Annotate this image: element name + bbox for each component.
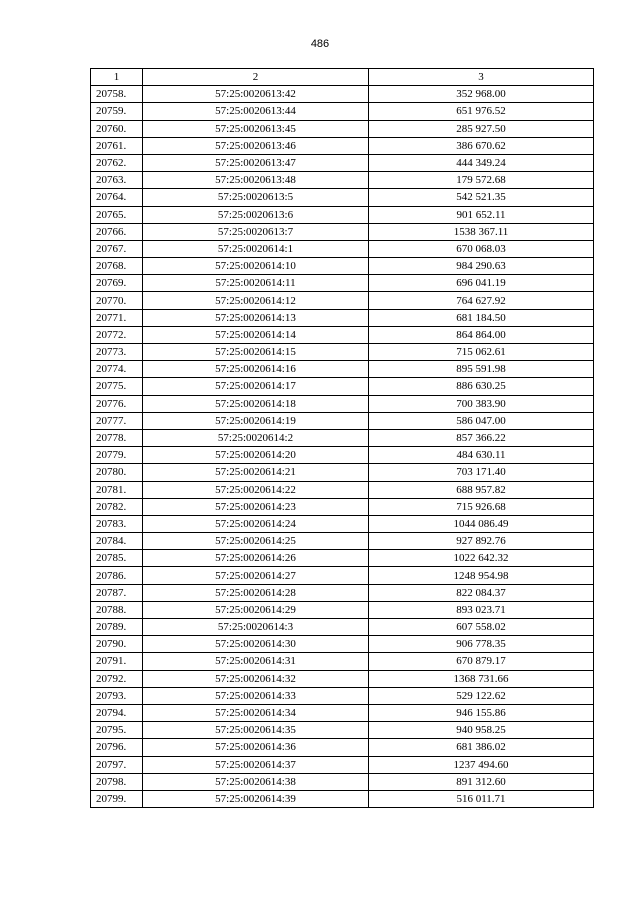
row-number: 20775.	[91, 378, 143, 395]
cadastral-number: 57:25:0020614:14	[143, 326, 369, 343]
cadastral-value: 822 084.37	[369, 584, 594, 601]
row-number: 20796.	[91, 739, 143, 756]
cadastral-number: 57:25:0020614:39	[143, 790, 369, 807]
cadastral-number: 57:25:0020614:21	[143, 464, 369, 481]
table-row	[91, 189, 594, 206]
cadastral-value: 1538 367.11	[369, 223, 594, 240]
cadastral-value: 285 927.50	[369, 120, 594, 137]
table-row	[91, 103, 594, 120]
cadastral-value: 940 958.25	[369, 722, 594, 739]
table-header	[91, 69, 594, 86]
row-number: 20797.	[91, 756, 143, 773]
row-number: 20762.	[91, 154, 143, 171]
cadastral-value: 542 521.35	[369, 189, 594, 206]
cadastral-value: 927 892.76	[369, 533, 594, 550]
row-number: 20790.	[91, 636, 143, 653]
table-row	[91, 464, 594, 481]
table-row	[91, 395, 594, 412]
row-number: 20769.	[91, 275, 143, 292]
table-row	[91, 447, 594, 464]
row-number: 20760.	[91, 120, 143, 137]
cadastral-number: 57:25:0020614:22	[143, 481, 369, 498]
table-row	[91, 309, 594, 326]
table-row	[91, 790, 594, 807]
table-row	[91, 172, 594, 189]
cadastral-value: 1248 954.98	[369, 567, 594, 584]
cadastral-number: 57:25:0020613:42	[143, 86, 369, 103]
cadastral-value: 681 184.50	[369, 309, 594, 326]
table-row	[91, 292, 594, 309]
table-row	[91, 515, 594, 532]
table-row	[91, 601, 594, 618]
cadastral-number: 57:25:0020614:3	[143, 619, 369, 636]
row-number: 20781.	[91, 481, 143, 498]
cadastral-value: 688 957.82	[369, 481, 594, 498]
cadastral-number: 57:25:0020613:48	[143, 172, 369, 189]
row-number: 20758.	[91, 86, 143, 103]
table-row	[91, 206, 594, 223]
table-row	[91, 481, 594, 498]
row-number: 20788.	[91, 601, 143, 618]
cadastral-value: 516 011.71	[369, 790, 594, 807]
cadastral-number: 57:25:0020614:34	[143, 704, 369, 721]
cadastral-number: 57:25:0020614:20	[143, 447, 369, 464]
cadastral-number: 57:25:0020614:26	[143, 550, 369, 567]
table-row	[91, 137, 594, 154]
cadastral-number: 57:25:0020614:19	[143, 412, 369, 429]
table-row	[91, 120, 594, 137]
row-number: 20767.	[91, 240, 143, 257]
cadastral-value: 700 383.90	[369, 395, 594, 412]
table-row	[91, 326, 594, 343]
cadastral-number: 57:25:0020613:47	[143, 154, 369, 171]
cadastral-number: 57:25:0020614:28	[143, 584, 369, 601]
cadastral-value: 1044 086.49	[369, 515, 594, 532]
table-row	[91, 550, 594, 567]
table-row	[91, 653, 594, 670]
cadastral-number: 57:25:0020614:30	[143, 636, 369, 653]
table-row	[91, 584, 594, 601]
cadastral-value: 529 122.62	[369, 687, 594, 704]
row-number: 20780.	[91, 464, 143, 481]
cadastral-number: 57:25:0020614:24	[143, 515, 369, 532]
row-number: 20778.	[91, 429, 143, 446]
cadastral-number: 57:25:0020614:29	[143, 601, 369, 618]
row-number: 20768.	[91, 258, 143, 275]
table-row	[91, 378, 594, 395]
cadastral-value: 1237 494.60	[369, 756, 594, 773]
row-number: 20772.	[91, 326, 143, 343]
cadastral-number: 57:25:0020614:11	[143, 275, 369, 292]
cadastral-value: 607 558.02	[369, 619, 594, 636]
cadastral-number: 57:25:0020613:44	[143, 103, 369, 120]
cadastral-value-table	[90, 68, 594, 808]
row-number: 20776.	[91, 395, 143, 412]
cadastral-number: 57:25:0020614:16	[143, 361, 369, 378]
row-number: 20779.	[91, 447, 143, 464]
table-row	[91, 240, 594, 257]
cadastral-value: 484 630.11	[369, 447, 594, 464]
table-row	[91, 86, 594, 103]
cadastral-value: 696 041.19	[369, 275, 594, 292]
cadastral-value: 886 630.25	[369, 378, 594, 395]
cadastral-value: 681 386.02	[369, 739, 594, 756]
cadastral-number: 57:25:0020614:2	[143, 429, 369, 446]
row-number: 20774.	[91, 361, 143, 378]
table-row	[91, 429, 594, 446]
table-row	[91, 567, 594, 584]
cadastral-value: 586 047.00	[369, 412, 594, 429]
row-number: 20793.	[91, 687, 143, 704]
table-row	[91, 670, 594, 687]
cadastral-number: 57:25:0020614:1	[143, 240, 369, 257]
cadastral-value: 386 670.62	[369, 137, 594, 154]
row-number: 20787.	[91, 584, 143, 601]
cadastral-number: 57:25:0020614:17	[143, 378, 369, 395]
cadastral-value: 703 171.40	[369, 464, 594, 481]
cadastral-value: 651 976.52	[369, 103, 594, 120]
table-row	[91, 344, 594, 361]
cadastral-value: 715 062.61	[369, 344, 594, 361]
cadastral-value: 179 572.68	[369, 172, 594, 189]
row-number: 20759.	[91, 103, 143, 120]
cadastral-value: 984 290.63	[369, 258, 594, 275]
table-row	[91, 636, 594, 653]
table-row	[91, 739, 594, 756]
row-number: 20777.	[91, 412, 143, 429]
row-number: 20773.	[91, 344, 143, 361]
row-number: 20786.	[91, 567, 143, 584]
table-row	[91, 773, 594, 790]
table-body	[91, 86, 594, 808]
page-number: 486	[310, 38, 330, 50]
cadastral-number: 57:25:0020613:7	[143, 223, 369, 240]
cadastral-value: 895 591.98	[369, 361, 594, 378]
cadastral-number: 57:25:0020614:37	[143, 756, 369, 773]
table-row	[91, 619, 594, 636]
header-row	[91, 69, 594, 86]
row-number: 20785.	[91, 550, 143, 567]
cadastral-value: 444 349.24	[369, 154, 594, 171]
cadastral-number: 57:25:0020614:13	[143, 309, 369, 326]
cadastral-number: 57:25:0020614:36	[143, 739, 369, 756]
table-row	[91, 756, 594, 773]
table-row	[91, 223, 594, 240]
cadastral-number: 57:25:0020613:5	[143, 189, 369, 206]
cadastral-number: 57:25:0020614:18	[143, 395, 369, 412]
cadastral-value: 946 155.86	[369, 704, 594, 721]
row-number: 20795.	[91, 722, 143, 739]
cadastral-number: 57:25:0020614:27	[143, 567, 369, 584]
row-number: 20761.	[91, 137, 143, 154]
cadastral-number: 57:25:0020614:12	[143, 292, 369, 309]
table-row	[91, 258, 594, 275]
table-row	[91, 498, 594, 515]
row-number: 20770.	[91, 292, 143, 309]
row-number: 20794.	[91, 704, 143, 721]
table-row	[91, 361, 594, 378]
cadastral-value: 901 652.11	[369, 206, 594, 223]
cadastral-number: 57:25:0020614:33	[143, 687, 369, 704]
row-number: 20798.	[91, 773, 143, 790]
cadastral-number: 57:25:0020613:6	[143, 206, 369, 223]
table-row	[91, 687, 594, 704]
cadastral-value: 764 627.92	[369, 292, 594, 309]
row-number: 20784.	[91, 533, 143, 550]
row-number: 20791.	[91, 653, 143, 670]
table-row	[91, 154, 594, 171]
cadastral-number: 57:25:0020614:15	[143, 344, 369, 361]
cadastral-value: 1022 642.32	[369, 550, 594, 567]
cadastral-value: 715 926.68	[369, 498, 594, 515]
column-header-1: 1	[91, 69, 143, 86]
cadastral-number: 57:25:0020614:38	[143, 773, 369, 790]
row-number: 20766.	[91, 223, 143, 240]
table-row	[91, 533, 594, 550]
cadastral-number: 57:25:0020613:45	[143, 120, 369, 137]
cadastral-number: 57:25:0020614:25	[143, 533, 369, 550]
table-row	[91, 412, 594, 429]
cadastral-value: 893 023.71	[369, 601, 594, 618]
row-number: 20763.	[91, 172, 143, 189]
cadastral-number: 57:25:0020614:10	[143, 258, 369, 275]
row-number: 20771.	[91, 309, 143, 326]
cadastral-number: 57:25:0020613:46	[143, 137, 369, 154]
cadastral-value: 352 968.00	[369, 86, 594, 103]
cadastral-value: 891 312.60	[369, 773, 594, 790]
row-number: 20783.	[91, 515, 143, 532]
cadastral-number: 57:25:0020614:35	[143, 722, 369, 739]
table-row	[91, 275, 594, 292]
cadastral-value: 670 879.17	[369, 653, 594, 670]
cadastral-number: 57:25:0020614:23	[143, 498, 369, 515]
cadastral-value: 906 778.35	[369, 636, 594, 653]
table-row	[91, 704, 594, 721]
cadastral-number: 57:25:0020614:32	[143, 670, 369, 687]
column-header-2: 2	[143, 69, 369, 86]
cadastral-value: 857 366.22	[369, 429, 594, 446]
cadastral-value: 670 068.03	[369, 240, 594, 257]
cadastral-value: 864 864.00	[369, 326, 594, 343]
row-number: 20782.	[91, 498, 143, 515]
table-row	[91, 722, 594, 739]
row-number: 20789.	[91, 619, 143, 636]
column-header-3: 3	[369, 69, 594, 86]
row-number: 20764.	[91, 189, 143, 206]
row-number: 20765.	[91, 206, 143, 223]
row-number: 20792.	[91, 670, 143, 687]
cadastral-value: 1368 731.66	[369, 670, 594, 687]
cadastral-number: 57:25:0020614:31	[143, 653, 369, 670]
row-number: 20799.	[91, 790, 143, 807]
